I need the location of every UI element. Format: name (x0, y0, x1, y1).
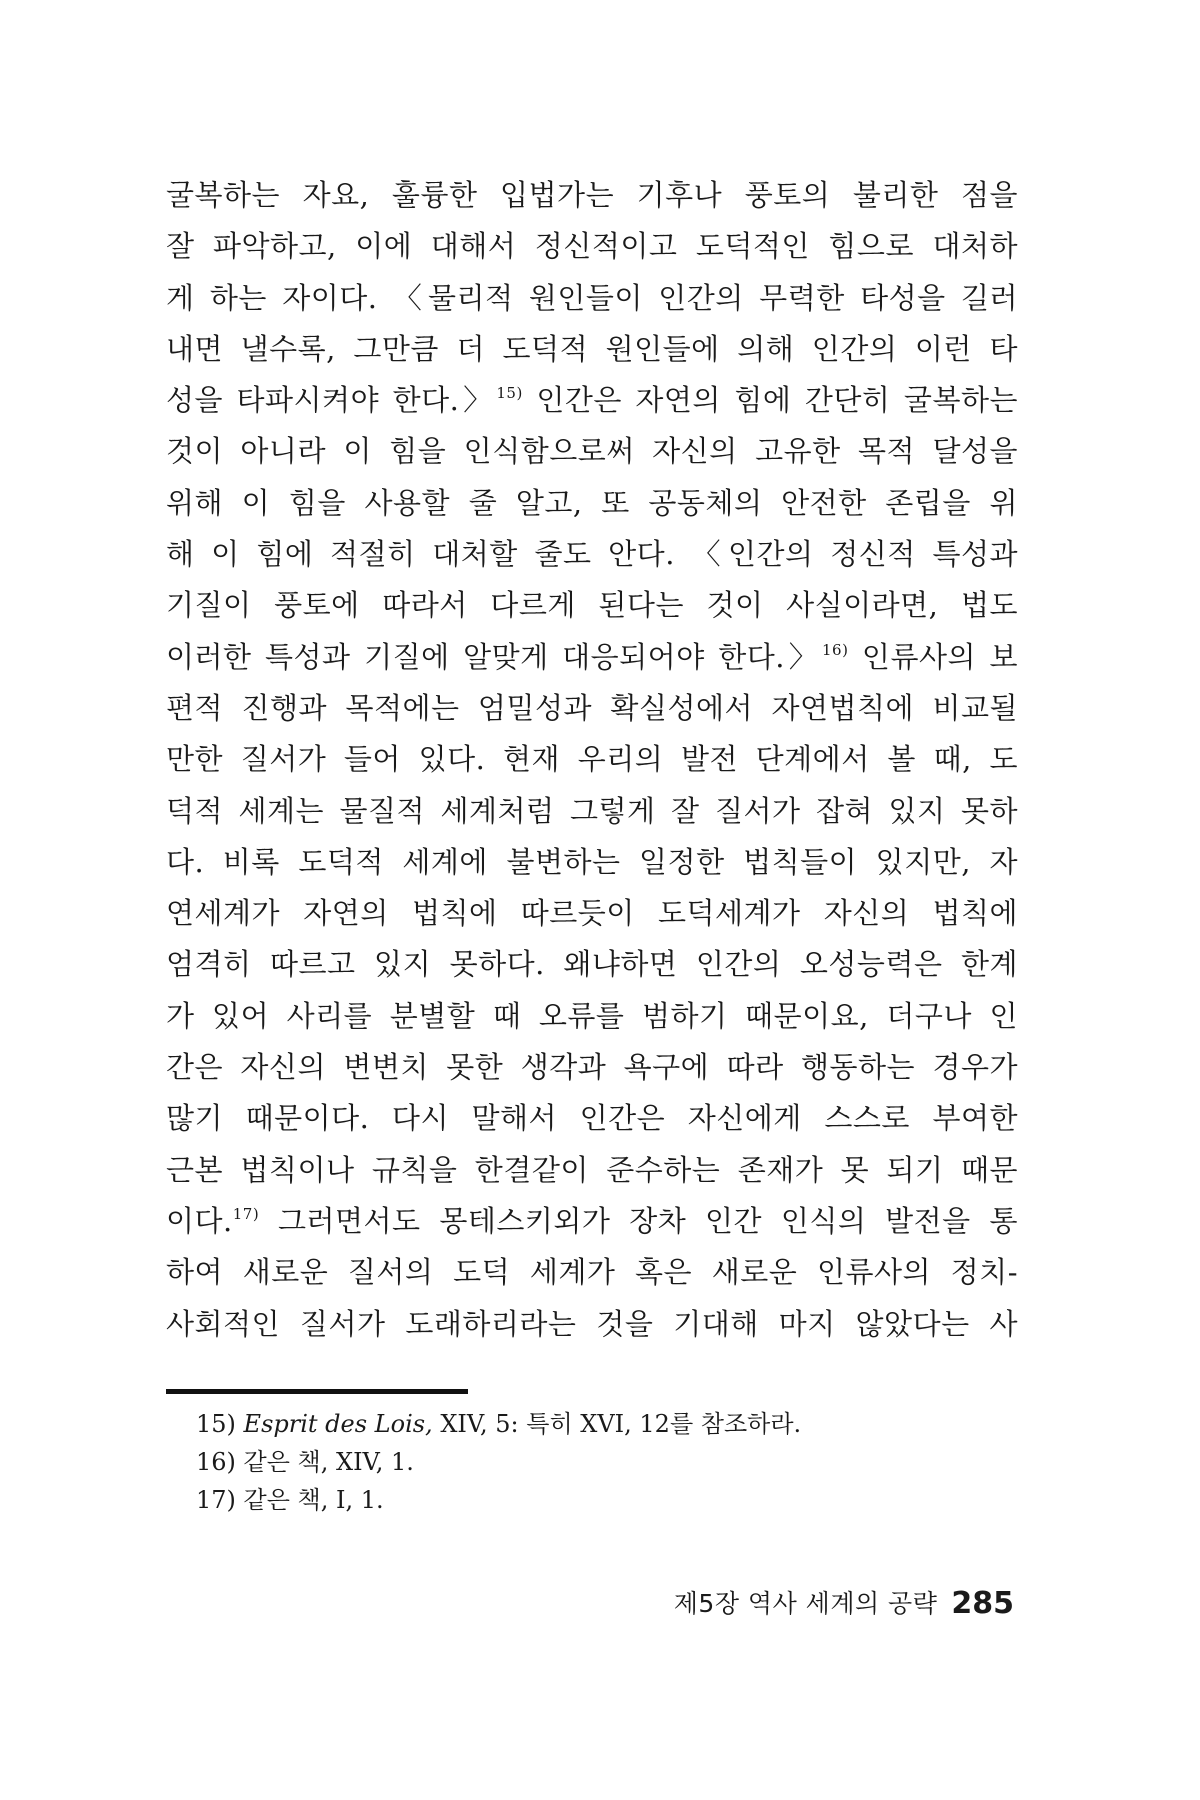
footnote-number: 17) (196, 1486, 236, 1514)
text-line: 엄격히 따르고 있지 못하다. 왜냐하면 인간의 오성능력은 한계 (166, 947, 1018, 982)
page-number: 285 (951, 1586, 1014, 1621)
footnote-number: 15) (196, 1410, 236, 1438)
footnote-divider (166, 1389, 468, 1394)
footnote-ref: 16) (821, 640, 849, 659)
footnote-ref: 15) (496, 384, 523, 403)
text-line: 내면 낼수록, 그만큼 더 도덕적 원인들에 의해 인간의 이런 타 (166, 331, 1018, 366)
text-line: 잘 파악하고, 이에 대해서 정신적이고 도덕적인 힘으로 대처하 (166, 229, 1018, 264)
text-line: 하여 새로운 질서의 도덕 세계가 혹은 새로운 인류사의 정치- (166, 1255, 1018, 1290)
text-line: 게 하는 자이다. 〈물리적 원인들이 인간의 무력한 타성을 길러 (166, 280, 1018, 315)
text-line: 사회적인 질서가 도래하리라는 것을 기대해 마지 않았다는 사 (166, 1306, 1018, 1341)
footnote: 17) 같은 책, I, 1. (196, 1486, 384, 1514)
text-line: 많기 때문이다. 다시 말해서 인간은 자신에게 스스로 부여한 (166, 1101, 1018, 1136)
text-line: 덕적 세계는 물질적 세계처럼 그렇게 잘 질서가 잡혀 있지 못하 (166, 793, 1018, 828)
text-line: 편적 진행과 목적에는 엄밀성과 확실성에서 자연법칙에 비교될 (166, 690, 1018, 725)
body-text (166, 170, 1018, 1350)
text-line: 근본 법칙이나 규칙을 한결같이 준수하는 존재가 못 되기 때문 (166, 1152, 1018, 1187)
chapter-title: 제5장 역사 세계의 공략 (673, 1589, 938, 1618)
text-line: 다. 비록 도덕적 세계에 불변하는 일정한 법칙들이 있지만, 자 (166, 844, 1018, 879)
text-line: 만한 질서가 들어 있다. 현재 우리의 발전 단계에서 볼 때, 도 (166, 742, 1018, 777)
text-line: 가 있어 사리를 분별할 때 오류를 범하기 때문이요, 더구나 인 (166, 998, 1018, 1033)
text-line: 해 이 힘에 적절히 대처할 줄도 안다. 〈인간의 정신적 특성과 (166, 537, 1018, 572)
footnote-ref: 17) (232, 1204, 260, 1223)
text-line: 이다.$^{17)}$ 그러면서도 몽테스키외가 장차 인간 인식의 발전을 통 (166, 1203, 1018, 1238)
text-line: 것이 아니라 이 힘을 인식함으로써 자신의 고유한 목적 달성을 (166, 434, 1018, 469)
text-line: 성을 타파시켜야 한다.〉$^{15)}$ 인간은 자연의 힘에 간단히 굴복하는 (166, 383, 1018, 418)
footnote: 16) 같은 책, XIV, 1. (196, 1448, 414, 1476)
footnote-number: 16) (196, 1448, 236, 1476)
text-line: 위해 이 힘을 사용할 줄 알고, 또 공동체의 안전한 존립을 위 (166, 485, 1018, 520)
footnotes (196, 1405, 996, 1519)
text-line: 연세계가 자연의 법칙에 따르듯이 도덕세계가 자신의 법칙에 (166, 896, 1018, 931)
text-line: 이러한 특성과 기질에 알맞게 대응되어야 한다.〉$^{16)}$ 인류사의 보 (166, 639, 1018, 674)
text-line: 굴복하는 자요, 훌륭한 입법가는 기후나 풍토의 불리한 점을 (166, 178, 1018, 212)
text-line: 기질이 풍토에 따라서 다르게 된다는 것이 사실이라면, 법도 (166, 588, 1018, 623)
running-footer (654, 1582, 1014, 1626)
work-title: Esprit des Lois, (243, 1410, 433, 1438)
text-line: 간은 자신의 변변치 못한 생각과 욕구에 따라 행동하는 경우가 (166, 1050, 1018, 1085)
footnote: 15) Esprit des Lois, XIV, 5: 특히 XVI, 12를 참조하라. (196, 1410, 802, 1438)
